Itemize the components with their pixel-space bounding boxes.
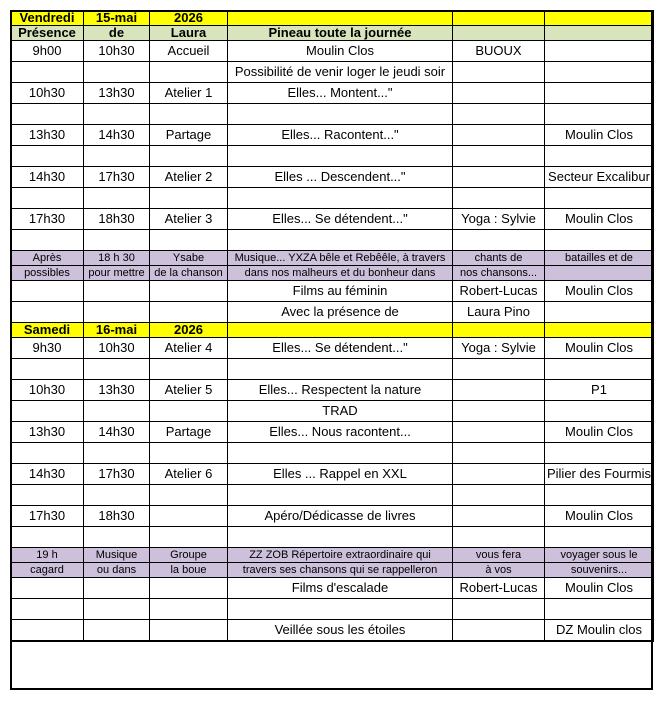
cell-col-start[interactable] — [11, 302, 84, 323]
cell-col-with[interactable]: vous fera — [453, 548, 545, 563]
cell-col-start[interactable] — [11, 104, 84, 125]
cell-col-start[interactable] — [11, 281, 84, 302]
cell-col-start[interactable]: possibles — [11, 266, 84, 281]
cell-col-end[interactable]: 18 h 30 — [84, 251, 150, 266]
table-row — [11, 485, 654, 506]
table-row — [11, 443, 654, 464]
cell-col-location[interactable]: batailles et de — [545, 251, 654, 266]
cell-col-start[interactable]: Samedi — [11, 323, 84, 338]
cell-col-activity[interactable] — [150, 146, 228, 167]
cell-col-description[interactable]: dans nos malheurs et du bonheur dans — [228, 266, 453, 281]
cell-col-with[interactable] — [453, 83, 545, 104]
cell-col-with[interactable] — [453, 104, 545, 125]
cell-col-end[interactable]: pour mettre — [84, 266, 150, 281]
cell-col-description[interactable]: Elles... Nous racontent... — [228, 422, 453, 443]
cell-col-location[interactable]: Moulin Clos — [545, 578, 654, 599]
cell-col-activity[interactable]: Atelier 3 — [150, 209, 228, 230]
cell-col-description[interactable] — [228, 230, 453, 251]
cell-col-description[interactable]: Musique... YXZA bêle et Rebêêle, à travers — [228, 251, 453, 266]
cell-col-description[interactable]: Avec la présence de — [228, 302, 453, 323]
cell-col-with[interactable] — [453, 11, 545, 26]
cell-col-start[interactable] — [11, 578, 84, 599]
table-row — [11, 563, 654, 578]
cell-col-start[interactable]: Présence — [11, 26, 84, 41]
cell-col-end[interactable] — [84, 230, 150, 251]
cell-col-start[interactable] — [11, 230, 84, 251]
cell-col-activity[interactable] — [150, 302, 228, 323]
cell-col-activity[interactable]: Atelier 2 — [150, 167, 228, 188]
cell-col-activity[interactable]: Ysabe — [150, 251, 228, 266]
cell-col-end[interactable] — [84, 485, 150, 506]
cell-col-end[interactable] — [84, 641, 150, 642]
cell-col-end[interactable] — [84, 620, 150, 641]
cell-col-activity[interactable]: 2026 — [150, 11, 228, 26]
cell-col-description[interactable]: Films d'escalade — [228, 578, 453, 599]
cell-col-location[interactable]: Moulin Clos — [545, 506, 654, 527]
cell-col-description[interactable]: Elles... Se détendent..." — [228, 209, 453, 230]
cell-col-start[interactable]: 9h30 — [11, 338, 84, 359]
cell-col-with[interactable]: nos chansons... — [453, 266, 545, 281]
cell-col-location[interactable]: Pilier des Fourmis — [545, 464, 654, 485]
cell-col-location[interactable]: Moulin Clos — [545, 209, 654, 230]
cell-col-location[interactable]: Moulin Clos — [545, 422, 654, 443]
cell-col-location[interactable]: voyager sous le — [545, 548, 654, 563]
cell-col-end[interactable] — [84, 443, 150, 464]
cell-col-with[interactable]: BUOUX — [453, 41, 545, 62]
cell-col-activity[interactable]: Partage — [150, 125, 228, 146]
cell-col-activity[interactable]: Atelier 4 — [150, 338, 228, 359]
table-row — [11, 251, 654, 266]
cell-col-with[interactable] — [453, 146, 545, 167]
cell-col-location[interactable]: P1 — [545, 380, 654, 401]
cell-col-location[interactable]: DZ Moulin clos — [545, 620, 654, 641]
cell-col-end[interactable] — [84, 146, 150, 167]
cell-col-location[interactable] — [545, 302, 654, 323]
cell-col-end[interactable]: 14h30 — [84, 422, 150, 443]
cell-col-with[interactable] — [453, 641, 545, 642]
table-row — [11, 11, 654, 26]
table-row — [11, 527, 654, 548]
cell-col-start[interactable] — [11, 146, 84, 167]
cell-col-location[interactable] — [545, 323, 654, 338]
cell-col-activity[interactable] — [150, 281, 228, 302]
table-row — [11, 146, 654, 167]
cell-col-with[interactable]: Laura Pino — [453, 302, 545, 323]
cell-col-with[interactable] — [453, 506, 545, 527]
cell-col-location[interactable] — [545, 26, 654, 41]
cell-col-activity[interactable]: la boue — [150, 563, 228, 578]
cell-col-with[interactable] — [453, 599, 545, 620]
cell-col-with[interactable] — [453, 620, 545, 641]
cell-col-with[interactable] — [453, 125, 545, 146]
cell-col-description[interactable] — [228, 359, 453, 380]
cell-col-end[interactable]: 15-mai — [84, 11, 150, 26]
cell-col-end[interactable] — [84, 599, 150, 620]
table-row — [11, 62, 654, 83]
cell-col-activity[interactable] — [150, 62, 228, 83]
cell-col-location[interactable] — [545, 527, 654, 548]
cell-col-location[interactable] — [545, 443, 654, 464]
cell-col-with[interactable] — [453, 443, 545, 464]
cell-col-description[interactable]: Elles... Racontent..." — [228, 125, 453, 146]
cell-col-end[interactable] — [84, 302, 150, 323]
cell-col-location[interactable] — [545, 641, 654, 642]
cell-col-description[interactable]: Pineau toute la journée — [228, 26, 453, 41]
cell-col-with[interactable] — [453, 464, 545, 485]
cell-col-description[interactable] — [228, 11, 453, 26]
table-row — [11, 422, 654, 443]
cell-col-activity[interactable]: Atelier 6 — [150, 464, 228, 485]
cell-col-description[interactable]: Elles ... Descendent..." — [228, 167, 453, 188]
table-row — [11, 188, 654, 209]
cell-col-start[interactable] — [11, 641, 84, 642]
cell-col-description[interactable]: Elles... Respectent la nature — [228, 380, 453, 401]
cell-col-start[interactable] — [11, 359, 84, 380]
cell-col-with[interactable] — [453, 167, 545, 188]
cell-col-end[interactable]: 13h30 — [84, 380, 150, 401]
cell-col-end[interactable]: 10h30 — [84, 338, 150, 359]
cell-col-description[interactable]: travers ses chansons qui se rappelleron — [228, 563, 453, 578]
table-row — [11, 338, 654, 359]
cell-col-with[interactable] — [453, 380, 545, 401]
cell-col-description[interactable]: Elles... Montent..." — [228, 83, 453, 104]
cell-col-activity[interactable]: Partage — [150, 422, 228, 443]
table-row — [11, 281, 654, 302]
cell-col-activity[interactable] — [150, 104, 228, 125]
cell-col-activity[interactable] — [150, 485, 228, 506]
table-row — [11, 548, 654, 563]
cell-col-activity[interactable] — [150, 641, 228, 642]
cell-col-location[interactable] — [545, 230, 654, 251]
cell-col-activity[interactable]: Atelier 1 — [150, 83, 228, 104]
cell-col-description[interactable]: Moulin Clos — [228, 41, 453, 62]
cell-col-end[interactable] — [84, 62, 150, 83]
cell-col-start[interactable]: 17h30 — [11, 506, 84, 527]
cell-col-with[interactable] — [453, 485, 545, 506]
table-row — [11, 620, 654, 641]
cell-col-end[interactable]: 18h30 — [84, 506, 150, 527]
cell-col-end[interactable]: 16-mai — [84, 323, 150, 338]
cell-col-end[interactable]: ou dans — [84, 563, 150, 578]
cell-col-start[interactable]: 10h30 — [11, 380, 84, 401]
cell-col-description[interactable] — [228, 323, 453, 338]
cell-col-start[interactable] — [11, 485, 84, 506]
cell-col-with[interactable] — [453, 62, 545, 83]
cell-col-description[interactable] — [228, 104, 453, 125]
cell-col-location[interactable] — [545, 359, 654, 380]
cell-col-start[interactable]: 14h30 — [11, 464, 84, 485]
cell-col-start[interactable]: Après — [11, 251, 84, 266]
table-row — [11, 167, 654, 188]
cell-col-activity[interactable] — [150, 443, 228, 464]
cell-col-description[interactable] — [228, 485, 453, 506]
cell-col-location[interactable] — [545, 62, 654, 83]
cell-col-with[interactable] — [453, 359, 545, 380]
cell-col-end[interactable]: 17h30 — [84, 167, 150, 188]
cell-col-activity[interactable]: 2026 — [150, 323, 228, 338]
schedule-sheet — [10, 10, 653, 690]
table-row — [11, 125, 654, 146]
cell-col-with[interactable]: Robert-Lucas — [453, 578, 545, 599]
cell-col-location[interactable] — [545, 41, 654, 62]
table-row — [11, 302, 654, 323]
cell-col-activity[interactable]: Atelier 5 — [150, 380, 228, 401]
schedule-table — [10, 10, 654, 642]
cell-col-end[interactable]: de — [84, 26, 150, 41]
cell-col-end[interactable] — [84, 281, 150, 302]
cell-col-description[interactable] — [228, 188, 453, 209]
cell-col-end[interactable] — [84, 188, 150, 209]
cell-col-start[interactable] — [11, 188, 84, 209]
cell-col-activity[interactable]: Laura — [150, 26, 228, 41]
cell-col-with[interactable] — [453, 323, 545, 338]
cell-col-activity[interactable] — [150, 506, 228, 527]
table-row — [11, 380, 654, 401]
cell-col-end[interactable] — [84, 359, 150, 380]
cell-col-description[interactable] — [228, 527, 453, 548]
cell-col-location[interactable]: Moulin Clos — [545, 125, 654, 146]
table-row — [11, 641, 654, 642]
cell-col-activity[interactable] — [150, 188, 228, 209]
table-row — [11, 41, 654, 62]
cell-col-start[interactable]: 14h30 — [11, 167, 84, 188]
cell-col-end[interactable] — [84, 401, 150, 422]
cell-col-start[interactable]: 13h30 — [11, 125, 84, 146]
cell-col-end[interactable] — [84, 578, 150, 599]
cell-col-location[interactable] — [545, 83, 654, 104]
table-row — [11, 266, 654, 281]
cell-col-location[interactable]: Moulin Clos — [545, 281, 654, 302]
cell-col-location[interactable] — [545, 146, 654, 167]
cell-col-location[interactable] — [545, 266, 654, 281]
cell-col-start[interactable] — [11, 62, 84, 83]
table-row — [11, 359, 654, 380]
cell-col-description[interactable]: Possibilité de venir loger le jeudi soir — [228, 62, 453, 83]
table-row — [11, 506, 654, 527]
cell-col-activity[interactable]: Groupe — [150, 548, 228, 563]
cell-col-end[interactable]: 10h30 — [84, 41, 150, 62]
cell-col-description[interactable]: Films au féminin — [228, 281, 453, 302]
cell-col-start[interactable] — [11, 443, 84, 464]
cell-col-description[interactable]: TRAD — [228, 401, 453, 422]
cell-col-location[interactable]: souvenirs... — [545, 563, 654, 578]
cell-col-end[interactable]: 14h30 — [84, 125, 150, 146]
cell-col-location[interactable] — [545, 11, 654, 26]
cell-col-activity[interactable] — [150, 620, 228, 641]
table-row — [11, 578, 654, 599]
cell-col-location[interactable] — [545, 104, 654, 125]
table-row — [11, 83, 654, 104]
cell-col-location[interactable] — [545, 188, 654, 209]
cell-col-activity[interactable] — [150, 401, 228, 422]
table-row — [11, 230, 654, 251]
cell-col-start[interactable] — [11, 527, 84, 548]
cell-col-activity[interactable]: de la chanson — [150, 266, 228, 281]
cell-col-description[interactable]: Elles... Se détendent..." — [228, 338, 453, 359]
cell-col-with[interactable] — [453, 422, 545, 443]
cell-col-with[interactable] — [453, 230, 545, 251]
cell-col-location[interactable] — [545, 599, 654, 620]
cell-col-location[interactable] — [545, 485, 654, 506]
cell-col-end[interactable] — [84, 527, 150, 548]
cell-col-with[interactable]: Yoga : Sylvie — [453, 209, 545, 230]
cell-col-start[interactable]: 19 h — [11, 548, 84, 563]
cell-col-with[interactable] — [453, 188, 545, 209]
cell-col-end[interactable]: 18h30 — [84, 209, 150, 230]
cell-col-description[interactable]: Elles ... Rappel en XXL — [228, 464, 453, 485]
cell-col-with[interactable] — [453, 401, 545, 422]
table-row — [11, 209, 654, 230]
cell-col-with[interactable] — [453, 527, 545, 548]
cell-col-activity[interactable] — [150, 578, 228, 599]
cell-col-description[interactable]: ZZ ZOB Répertoire extraordinaire qui — [228, 548, 453, 563]
cell-col-description[interactable] — [228, 599, 453, 620]
cell-col-location[interactable] — [545, 401, 654, 422]
cell-col-start[interactable]: 9h00 — [11, 41, 84, 62]
table-row — [11, 323, 654, 338]
cell-col-end[interactable] — [84, 104, 150, 125]
cell-col-start[interactable] — [11, 620, 84, 641]
cell-col-start[interactable]: 13h30 — [11, 422, 84, 443]
table-row — [11, 464, 654, 485]
cell-col-location[interactable]: Moulin Clos — [545, 338, 654, 359]
cell-col-activity[interactable]: Accueil — [150, 41, 228, 62]
cell-col-activity[interactable] — [150, 527, 228, 548]
cell-col-description[interactable] — [228, 146, 453, 167]
table-row — [11, 401, 654, 422]
cell-col-end[interactable]: 17h30 — [84, 464, 150, 485]
cell-col-description[interactable]: Apéro/Dédicasse de livres — [228, 506, 453, 527]
cell-col-with[interactable]: chants de — [453, 251, 545, 266]
cell-col-description[interactable]: Veillée sous les étoiles — [228, 620, 453, 641]
cell-col-start[interactable] — [11, 599, 84, 620]
cell-col-with[interactable] — [453, 26, 545, 41]
cell-col-with[interactable]: Yoga : Sylvie — [453, 338, 545, 359]
cell-col-start[interactable]: Vendredi — [11, 11, 84, 26]
cell-col-end[interactable]: Musique — [84, 548, 150, 563]
cell-col-location[interactable]: Secteur Excalibur — [545, 167, 654, 188]
cell-col-start[interactable]: 10h30 — [11, 83, 84, 104]
table-row — [11, 104, 654, 125]
cell-col-start[interactable] — [11, 401, 84, 422]
cell-col-description[interactable] — [228, 641, 453, 642]
cell-col-end[interactable]: 13h30 — [84, 83, 150, 104]
cell-col-with[interactable]: Robert-Lucas — [453, 281, 545, 302]
cell-col-start[interactable]: cagard — [11, 563, 84, 578]
table-row — [11, 599, 654, 620]
cell-col-description[interactable] — [228, 443, 453, 464]
cell-col-activity[interactable] — [150, 359, 228, 380]
table-row — [11, 26, 654, 41]
cell-col-activity[interactable] — [150, 230, 228, 251]
schedule-rows — [11, 11, 654, 642]
cell-col-start[interactable]: 17h30 — [11, 209, 84, 230]
cell-col-with[interactable]: à vos — [453, 563, 545, 578]
cell-col-activity[interactable] — [150, 599, 228, 620]
